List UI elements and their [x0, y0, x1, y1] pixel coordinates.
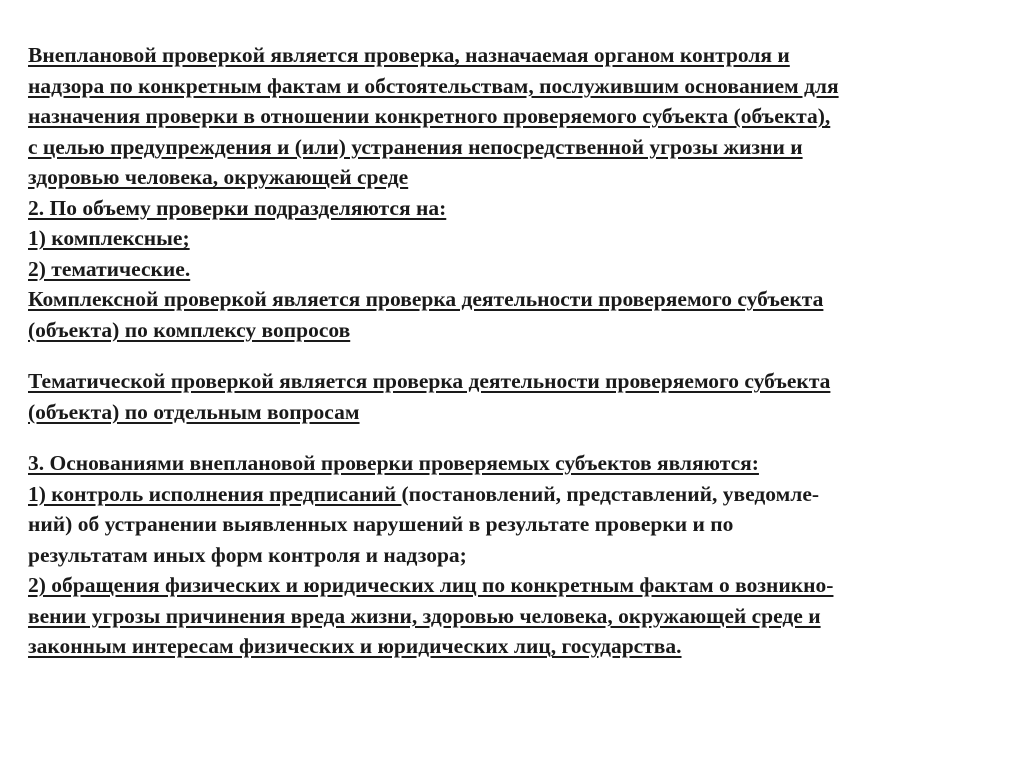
- text-line: назначения проверки в отношении конкретного проверяемого субъекта (объекта),: [28, 104, 831, 128]
- list-item: 2) обращения физических и юридических лиц по конкретным фактам о возникно-: [28, 573, 834, 597]
- text-line: Внеплановой проверкой является проверка, назначаемая органом контроля и: [28, 43, 790, 67]
- list-item-rest: (постановлений, представлений, уведомле-: [401, 481, 820, 506]
- grounds-for-unscheduled-inspection: [28, 448, 1003, 662]
- text-line: ний) об устранении выявленных нарушений в результате проверки и по: [28, 512, 734, 536]
- list-item: 2) тематические.: [28, 256, 191, 281]
- text-line: (объекта) по отдельным вопросам: [28, 399, 360, 424]
- section-heading: 3. Основаниями внеплановой проверки проверяемых субъектов являются:: [28, 451, 759, 475]
- text-line: Комплексной проверкой является проверка деятельности проверяемого субъекта: [28, 287, 824, 311]
- thematic-inspection-definition: [28, 366, 1003, 427]
- text-line: Тематической проверкой является проверка деятельности проверяемого субъекта: [28, 369, 831, 393]
- text-line: законным интересам физических и юридических лиц, государства.: [28, 634, 682, 658]
- scope-classification: [28, 193, 1003, 346]
- paragraph-gap: [28, 345, 1003, 366]
- list-item: 1) комплексные;: [28, 226, 190, 250]
- text-line: здоровью человека, окружающей среде: [28, 165, 409, 189]
- text-line: (объекта) по комплексу вопросов: [28, 317, 351, 342]
- text-line: с целью предупреждения и (или) устранения непосредственной угрозы жизни и: [28, 134, 803, 159]
- text-line: результатам иных форм контроля и надзора;: [28, 542, 467, 567]
- unscheduled-inspection-definition: [28, 40, 1003, 193]
- list-item: [28, 479, 1003, 510]
- paragraph-gap: [28, 427, 1003, 448]
- slide-content: [28, 40, 1003, 662]
- section-heading: 2. По объему проверки подразделяются на:: [28, 195, 447, 220]
- text-line: вении угрозы причинения вреда жизни, здоровью человека, окружающей среде и: [28, 603, 821, 628]
- list-item-underlined: 1) контроль исполнения предписаний: [28, 481, 402, 506]
- text-line: надзора по конкретным фактам и обстоятельствам, послужившим основанием для: [28, 73, 839, 98]
